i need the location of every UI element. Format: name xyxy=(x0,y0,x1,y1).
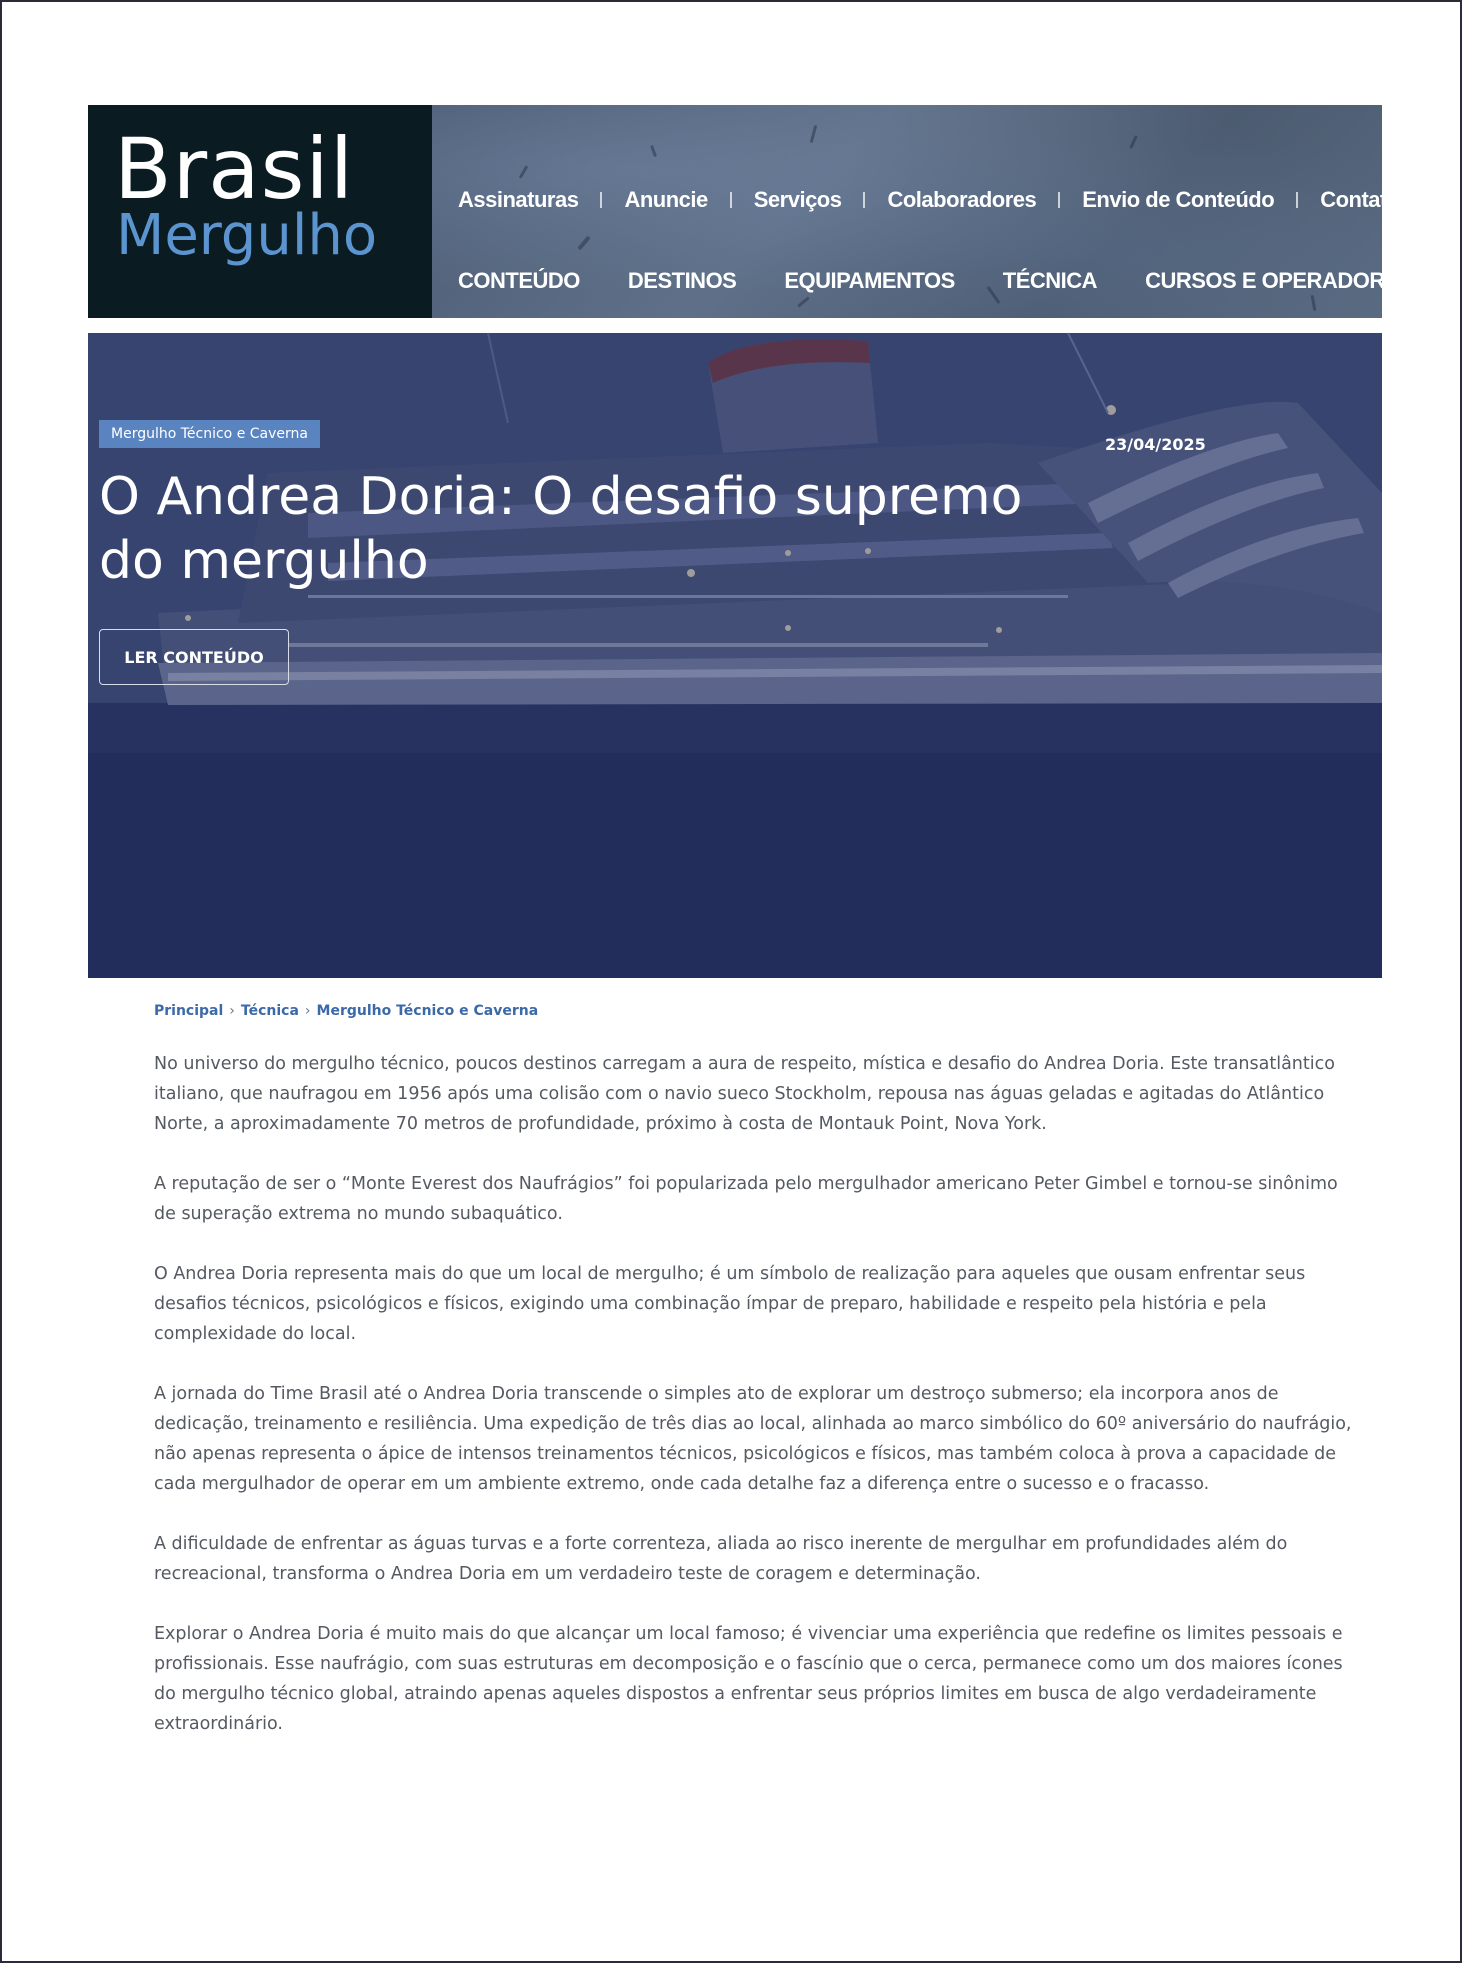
top-navigation xyxy=(458,187,1400,213)
article-paragraph: No universo do mergulho técnico, poucos destinos carregam a aura de respeito, mística e desafio do Andrea Doria. Este transatlântico italiano, que naufragou em 1956 após uma colisão com o navio sueco Stockholm, repousa nas águas geladas e agitadas do Atlântico Norte, a aproximadamente 70 metros de profundidade, próximo à costa de Montauk Point, Nova York. xyxy=(154,1054,1335,1134)
nav-link-contato[interactable]: Contato xyxy=(1320,187,1400,212)
nav-separator xyxy=(730,192,732,208)
nav-separator xyxy=(863,192,865,208)
post-date: 23/04/2025 xyxy=(1105,435,1206,454)
nav-separator xyxy=(1296,192,1298,208)
menu-item-destinos[interactable]: DESTINOS xyxy=(627,268,737,293)
texture-mark xyxy=(650,145,657,157)
texture-mark xyxy=(797,296,810,307)
texture-mark xyxy=(1129,135,1138,149)
menu-item-tecnica[interactable]: TÉCNICA xyxy=(1002,268,1098,293)
article-paragraph: Explorar o Andrea Doria é muito mais do que alcançar um local famoso; é vivenciar uma experiência que redefine os limites pessoais e profissionais. Esse naufrágio, com suas estruturas em decomposição e o fascínio que o cerca, permanece como um dos maiores ícones do mergulho técnico global, atraindo apenas aqueles dispostos a enfrentar seus próprios limites em busca de algo verdadeiramente extraordinário. xyxy=(154,1624,1343,1734)
nav-link-envio-de-conteudo[interactable]: Envio de Conteúdo xyxy=(1082,187,1275,212)
nav-link-anuncie[interactable]: Anuncie xyxy=(624,187,708,212)
main-navigation xyxy=(458,268,1462,294)
read-content-button[interactable]: LER CONTEÚDO xyxy=(99,629,289,685)
breadcrumb xyxy=(154,1003,538,1019)
article-paragraph: O Andrea Doria representa mais do que um local de mergulho; é um símbolo de realização para aqueles que ousam enfrentar seus desafios técnicos, psicológicos e físicos, exigindo uma combinação ímpar de preparo, habilidade e respeito pela história e pela complexidade do local. xyxy=(154,1264,1306,1344)
texture-mark xyxy=(810,125,818,143)
nav-link-assinaturas[interactable]: Assinaturas xyxy=(458,187,579,212)
category-badge[interactable]: Mergulho Técnico e Caverna xyxy=(99,420,320,448)
menu-item-equipamentos[interactable]: EQUIPAMENTOS xyxy=(784,268,955,293)
nav-link-servicos[interactable]: Serviços xyxy=(753,187,842,212)
logo-text-brasil: Brasil xyxy=(114,120,355,218)
menu-item-cursos-e-operadoras[interactable]: CURSOS E OPERADORAS xyxy=(1145,268,1415,293)
texture-mark xyxy=(519,165,529,179)
breadcrumb-separator-icon: › xyxy=(304,1003,311,1019)
texture-mark xyxy=(577,236,590,251)
breadcrumb-link-principal[interactable]: Principal xyxy=(154,1003,224,1019)
breadcrumb-link-tecnica[interactable]: Técnica xyxy=(240,1003,299,1019)
nav-separator xyxy=(600,192,602,208)
navigation-area xyxy=(432,105,1415,318)
texture-mark xyxy=(1311,295,1317,311)
breadcrumb-separator-icon: › xyxy=(229,1003,235,1019)
site-logo[interactable] xyxy=(88,105,432,318)
logo-text-mergulho: Mergulho xyxy=(116,203,378,268)
post-title[interactable]: O Andrea Doria: O desafio supremo do mergulho xyxy=(99,467,1023,591)
featured-post-hero xyxy=(88,333,1382,978)
article-paragraph: A jornada do Time Brasil até o Andrea Doria transcende o simples ato de explorar um destroço submerso; ela incorpora anos de dedicação, treinamento e resiliência. Uma expedição de três dias ao local, alinhada ao marco simbólico do 60º aniversário do naufrágio, não apenas representa o ápice de intensos treinamentos técnicos, psicológicos e físicos, mas também coloca à prova a capacidade de cada mergulhador de operar em um ambiente extremo, onde cada detalhe faz a diferença entre o sucesso e o fracasso. xyxy=(154,1384,1352,1494)
article-paragraph: A dificuldade de enfrentar as águas turvas e a forte correnteza, aliada ao risco inerente de mergulhar em profundidades além do recreacional, transforma o Andrea Doria em um verdadeiro teste de coragem e determinação. xyxy=(154,1534,1288,1584)
article-paragraph: A reputação de ser o “Monte Everest dos Naufrágios” foi popularizada pelo mergulhador americano Peter Gimbel e tornou-se sinônimo de superação extrema no mundo subaquático. xyxy=(154,1174,1338,1224)
nav-link-colaboradores[interactable]: Colaboradores xyxy=(887,187,1037,212)
site-header xyxy=(88,105,1415,318)
menu-item-conteudo[interactable]: CONTEÚDO xyxy=(458,268,580,293)
nav-separator xyxy=(1058,192,1060,208)
article-body xyxy=(154,1049,1354,1769)
breadcrumb-link-mergulho-tecnico-e-caverna[interactable]: Mergulho Técnico e Caverna xyxy=(316,1003,539,1019)
